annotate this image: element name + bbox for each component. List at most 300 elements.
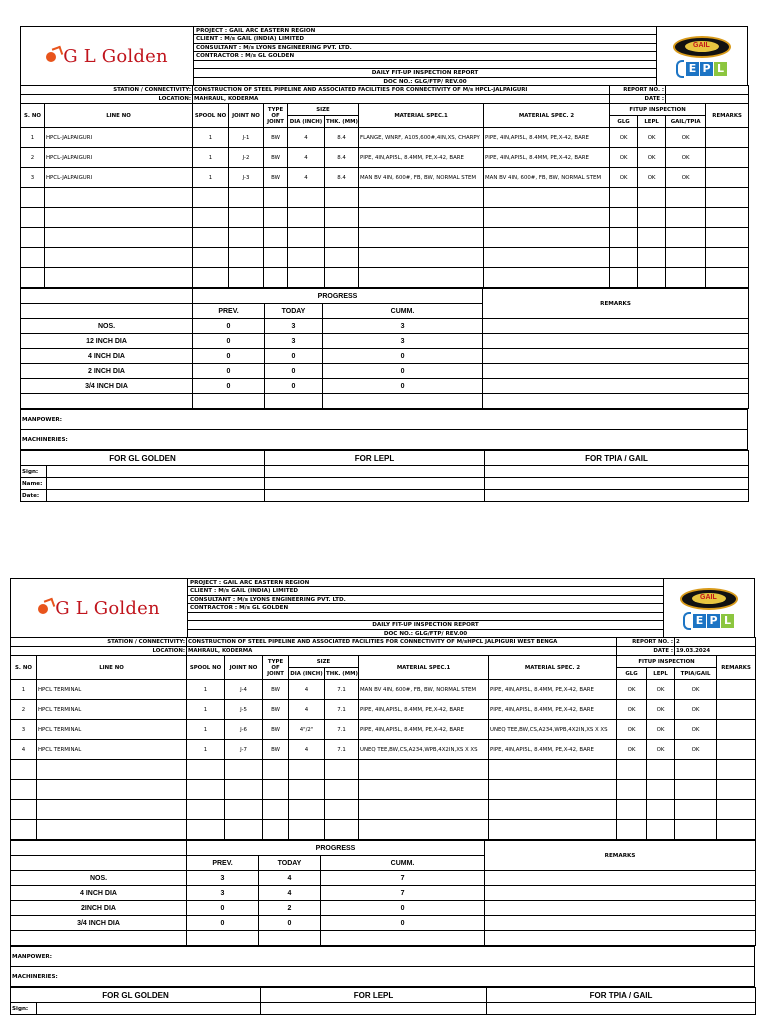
name-field[interactable]: [485, 478, 749, 490]
cell-dia: [289, 800, 325, 820]
cell-joint: J-3: [229, 168, 264, 188]
cell-thk: 7.1: [325, 740, 359, 760]
cell-sno: 1: [21, 128, 45, 148]
date-label: DATE :: [610, 95, 666, 104]
progress-prev: PREV.: [193, 304, 265, 319]
cell-tpia: [675, 780, 717, 800]
cell-joint: [229, 228, 264, 248]
cell-tpia: [675, 820, 717, 840]
cell-line: [45, 268, 193, 288]
cell-mat1: MAN BV 4IN, 600#, FB, BW, NORMAL STEM: [359, 168, 484, 188]
cell-spool: [193, 188, 229, 208]
cell-dia: [289, 820, 325, 840]
cell-dia: [288, 188, 325, 208]
col-thk: THK. (MM): [325, 116, 359, 128]
cell-mat1: [359, 268, 484, 288]
cell-lepl: [647, 760, 675, 780]
cell-thk: 8.4: [325, 128, 359, 148]
report-title: DAILY FIT-UP INSPECTION REPORT: [188, 621, 663, 629]
cell-sno: [21, 208, 45, 228]
cell-mat1: [359, 188, 484, 208]
progress-cumm: [321, 931, 485, 946]
resources-table: [10, 946, 755, 987]
table-row: [21, 148, 749, 168]
progress-row: [11, 901, 756, 916]
progress-row: [21, 334, 749, 349]
cell-mat2: PIPE, 4IN,API5L, 8.4MM, PE,X-42, BARE: [489, 700, 617, 720]
table-row: [21, 188, 749, 208]
cell-lepl: [638, 228, 666, 248]
cell-glg: OK: [617, 700, 647, 720]
cell-remarks: [706, 168, 749, 188]
cell-mat1: MAN BV 4IN, 600#, FB, BW, NORMAL STEM: [359, 680, 489, 700]
col-material-2: MATERIAL SPEC. 2: [484, 104, 610, 128]
sign-field[interactable]: [37, 1003, 261, 1015]
location-value: MAHRAUL, KODERMA: [187, 647, 617, 656]
sign-field[interactable]: [265, 466, 485, 478]
progress-prev: 0: [193, 319, 265, 334]
doc-number: DOC NO.: GLG/FTP/ REV.00: [383, 78, 467, 85]
col-material-1: MATERIAL SPEC.1: [359, 656, 489, 680]
cell-lepl: OK: [638, 128, 666, 148]
cell-mat2: PIPE, 4IN,API5L, 8.4MM, PE,X-42, BARE: [484, 128, 610, 148]
table-row: [21, 128, 749, 148]
cell-glg: [610, 268, 638, 288]
cell-glg: [617, 760, 647, 780]
cell-sno: [11, 820, 37, 840]
remarks-title: REMARKS: [485, 841, 756, 871]
cell-joint: J-1: [229, 128, 264, 148]
table-row: [11, 760, 756, 780]
cell-dia: 4: [289, 680, 325, 700]
cell-lepl: [638, 208, 666, 228]
progress-cumm: 0: [323, 349, 483, 364]
cell-spool: [193, 228, 229, 248]
progress-title: PROGRESS: [187, 841, 485, 856]
cell-tpia: OK: [675, 740, 717, 760]
for-tpia-label: FOR TPIA / GAIL: [487, 988, 756, 1003]
report-header: [20, 26, 748, 85]
station-label: STATION / CONNECTIVITY:: [21, 86, 193, 95]
cell-line: [37, 800, 187, 820]
progress-today: TODAY: [265, 304, 323, 319]
cell-type: [263, 780, 289, 800]
progress-label: 3/4 INCH DIA: [21, 379, 193, 394]
cell-mat2: [484, 268, 610, 288]
machineries-label: MACHINERIES:: [11, 967, 755, 987]
cell-glg: OK: [617, 680, 647, 700]
col-material-1: MATERIAL SPEC.1: [359, 104, 484, 128]
cell-remarks: [706, 228, 749, 248]
consultant-line: CONSULTANT : M/s LYONS ENGINEERING PVT. LTD.: [188, 596, 663, 604]
cell-type: [263, 760, 289, 780]
cell-tpia: OK: [666, 168, 706, 188]
cell-mat2: [484, 248, 610, 268]
cell-mat1: [359, 228, 484, 248]
progress-today: [259, 931, 321, 946]
cell-spool: 1: [193, 168, 229, 188]
cell-sno: [21, 228, 45, 248]
cell-tpia: [666, 248, 706, 268]
cell-glg: OK: [617, 740, 647, 760]
date-field[interactable]: [265, 490, 485, 502]
lepl-logo: E P L: [683, 613, 735, 629]
station-value: CONSTRUCTION OF STEEL PIPELINE AND ASSOCIATED FACILITIES FOR CONNECTIVITY OF M/s HPCL-JALPAIGURI: [193, 86, 610, 95]
progress-cumm: 3: [323, 334, 483, 349]
progress-cumm: CUMM.: [323, 304, 483, 319]
cell-type: BW: [264, 128, 288, 148]
cell-remarks: [717, 780, 756, 800]
cell-thk: 8.4: [325, 148, 359, 168]
col-material-2: MATERIAL SPEC. 2: [489, 656, 617, 680]
cell-dia: [288, 228, 325, 248]
col-size: SIZE: [289, 656, 359, 668]
cell-remarks: [706, 268, 749, 288]
date-value: 19.03.2024: [675, 647, 756, 656]
cell-type: [264, 248, 288, 268]
table-row: [11, 740, 756, 760]
progress-table: [10, 840, 756, 946]
cell-dia: 4: [289, 740, 325, 760]
name-field[interactable]: [265, 478, 485, 490]
progress-today: TODAY: [259, 856, 321, 871]
col-sno: S. NO: [21, 104, 45, 128]
gl-golden-logo: G L Golden: [11, 579, 188, 637]
cell-thk: [325, 820, 359, 840]
date-sign-label: Date:: [21, 490, 47, 502]
cell-joint: [225, 820, 263, 840]
manpower-label: MANPOWER:: [11, 947, 755, 967]
cell-mat2: UNEQ TEE,BW,CS,A234,WPB,4X2IN,XS X XS: [489, 720, 617, 740]
cell-joint: J-4: [225, 680, 263, 700]
report-title: DAILY FIT-UP INSPECTION REPORT: [194, 69, 656, 77]
cell-type: BW: [263, 720, 289, 740]
cell-remarks: [706, 248, 749, 268]
cell-remarks: [717, 740, 756, 760]
cell-lepl: [647, 800, 675, 820]
cell-thk: [325, 208, 359, 228]
cell-thk: 8.4: [325, 168, 359, 188]
cell-tpia: [666, 268, 706, 288]
cell-remarks: [717, 820, 756, 840]
manpower-label: MANPOWER:: [21, 410, 748, 430]
cell-thk: 7.1: [325, 720, 359, 740]
joint-table: [20, 85, 749, 288]
progress-row: [11, 931, 756, 946]
cell-sno: 3: [21, 168, 45, 188]
cell-mat2: [489, 760, 617, 780]
cell-line: HPCL TERMINAL: [37, 740, 187, 760]
cell-thk: [325, 760, 359, 780]
progress-today: 0: [265, 349, 323, 364]
date-field[interactable]: [47, 490, 265, 502]
date-field[interactable]: [485, 490, 749, 502]
cell-line: [37, 780, 187, 800]
cell-lepl: OK: [638, 168, 666, 188]
progress-cumm: 7: [321, 886, 485, 901]
progress-today: 0: [265, 379, 323, 394]
cell-spool: [193, 268, 229, 288]
cell-remarks: [706, 208, 749, 228]
cell-sno: 3: [11, 720, 37, 740]
cell-dia: 4"/2": [289, 720, 325, 740]
cell-spool: [187, 760, 225, 780]
cell-lepl: OK: [647, 700, 675, 720]
cell-mat2: [489, 800, 617, 820]
progress-label: 3/4 INCH DIA: [11, 916, 187, 931]
flame-icon: [46, 49, 60, 63]
report-sheet-1: [20, 26, 748, 502]
sign-label: Sign:: [11, 1003, 37, 1015]
client-line: CLIENT : M/s GAIL (INDIA) LIMITED: [194, 35, 656, 43]
progress-prev: [187, 931, 259, 946]
cell-mat2: [484, 188, 610, 208]
client-line: CLIENT : M/s GAIL (INDIA) LIMITED: [188, 587, 663, 595]
table-row: [11, 680, 756, 700]
cell-tpia: OK: [666, 128, 706, 148]
progress-row: [21, 319, 749, 334]
cell-line: [45, 188, 193, 208]
remarks-cell: [483, 379, 749, 394]
cell-spool: [187, 800, 225, 820]
progress-today: 2: [259, 901, 321, 916]
cell-mat2: [484, 208, 610, 228]
col-joint-no: JOINT NO: [229, 104, 264, 128]
cell-remarks: [717, 680, 756, 700]
cell-dia: [289, 760, 325, 780]
cell-mat1: FLANGE, WNRF, A105,600#,4IN,XS, CHARPY: [359, 128, 484, 148]
cell-dia: 4: [288, 168, 325, 188]
progress-row: [21, 379, 749, 394]
for-lepl-label: FOR LEPL: [261, 988, 487, 1003]
sign-field[interactable]: [485, 466, 749, 478]
progress-today: 4: [259, 886, 321, 901]
date-value: [666, 95, 749, 104]
cell-type: [263, 820, 289, 840]
progress-today: 0: [265, 364, 323, 379]
progress-today: 0: [259, 916, 321, 931]
remarks-cell: [485, 871, 756, 886]
cell-dia: [288, 248, 325, 268]
progress-prev: 0: [193, 364, 265, 379]
progress-prev: 3: [187, 886, 259, 901]
contractor-line: CONTRACTOR : M/s GL GOLDEN: [194, 52, 656, 60]
progress-label: NOS.: [21, 319, 193, 334]
cell-joint: [229, 268, 264, 288]
project-line: PROJECT : GAIL ARC EASTERN REGION: [194, 27, 656, 35]
progress-prev: PREV.: [187, 856, 259, 871]
progress-prev: 0: [187, 916, 259, 931]
cell-joint: J-2: [229, 148, 264, 168]
cell-mat1: PIPE, 4IN,API5L, 8.4MM, PE,X-42, BARE: [359, 148, 484, 168]
cell-type: BW: [263, 680, 289, 700]
progress-today: [265, 394, 323, 409]
project-line: PROJECT : GAIL ARC EASTERN REGION: [188, 579, 663, 587]
cell-type: [264, 188, 288, 208]
cell-thk: [325, 780, 359, 800]
cell-mat1: UNEQ TEE,BW,CS,A234,WPB,4X2IN,XS X XS: [359, 740, 489, 760]
lepl-logo: E P L: [676, 61, 728, 77]
progress-title: PROGRESS: [193, 289, 483, 304]
remarks-cell: [485, 886, 756, 901]
progress-table: [20, 288, 749, 409]
progress-row: [11, 886, 756, 901]
cell-glg: [610, 228, 638, 248]
name-label: Name:: [21, 478, 47, 490]
cell-mat1: [359, 800, 489, 820]
cell-sno: [21, 268, 45, 288]
col-line-no: LINE NO: [45, 104, 193, 128]
cell-mat2: [489, 780, 617, 800]
progress-row: [21, 364, 749, 379]
cell-glg: OK: [610, 128, 638, 148]
cell-tpia: OK: [675, 700, 717, 720]
cell-dia: [288, 208, 325, 228]
cell-line: HPCL-JALPAIGURI: [45, 148, 193, 168]
report-no-label: REPORT NO. :: [617, 638, 675, 647]
progress-prev: 3: [187, 871, 259, 886]
col-lepl: LEPL: [647, 668, 675, 680]
doc-number: DOC NO.: GLG/FTP/ REV.00: [383, 630, 468, 637]
signature-table: [20, 450, 749, 502]
table-row: [11, 800, 756, 820]
cell-joint: [225, 780, 263, 800]
table-row: [21, 268, 749, 288]
table-row: [11, 820, 756, 840]
report-sheet-2: [10, 578, 755, 1015]
sign-field[interactable]: [261, 1003, 487, 1015]
cell-type: [264, 228, 288, 248]
cell-spool: 1: [193, 128, 229, 148]
report-header: [10, 578, 755, 637]
signature-table: [10, 987, 756, 1015]
cell-glg: [617, 820, 647, 840]
cell-dia: 4: [288, 148, 325, 168]
cell-type: [264, 208, 288, 228]
remarks-cell: [485, 916, 756, 931]
progress-label: 4 INCH DIA: [21, 349, 193, 364]
table-row: [21, 208, 749, 228]
cell-lepl: [647, 820, 675, 840]
cell-line: HPCL TERMINAL: [37, 700, 187, 720]
cell-sno: [21, 248, 45, 268]
col-dia: DIA (INCH): [289, 668, 325, 680]
report-no-value: 2: [675, 638, 756, 647]
cell-spool: 1: [193, 148, 229, 168]
cell-thk: [325, 800, 359, 820]
cell-lepl: [638, 188, 666, 208]
cell-tpia: [666, 208, 706, 228]
cell-spool: 1: [187, 720, 225, 740]
cell-lepl: OK: [638, 148, 666, 168]
progress-label: [11, 931, 187, 946]
cell-type: BW: [264, 168, 288, 188]
progress-prev: [193, 394, 265, 409]
sign-field[interactable]: [487, 1003, 756, 1015]
progress-cumm: 3: [323, 319, 483, 334]
for-lepl-label: FOR LEPL: [265, 451, 485, 466]
cell-remarks: [706, 188, 749, 208]
progress-today: 3: [265, 319, 323, 334]
cell-line: HPCL-JALPAIGURI: [45, 128, 193, 148]
col-glg: GLG: [617, 668, 647, 680]
remarks-title: REMARKS: [483, 289, 749, 319]
col-fitup: FITUP INSPECTION: [617, 656, 717, 668]
cell-remarks: [717, 760, 756, 780]
resources-table: [20, 409, 748, 450]
cell-line: HPCL TERMINAL: [37, 720, 187, 740]
gl-golden-logo: G L Golden: [21, 27, 194, 85]
progress-cumm: 0: [323, 379, 483, 394]
sign-field[interactable]: [47, 466, 265, 478]
cell-spool: 1: [187, 700, 225, 720]
cell-remarks: [717, 720, 756, 740]
cell-line: [37, 760, 187, 780]
progress-label: 12 INCH DIA: [21, 334, 193, 349]
cell-mat2: MAN BV 4IN, 600#, FB, BW, NORMAL STEM: [484, 168, 610, 188]
table-row: [11, 720, 756, 740]
table-row: [21, 248, 749, 268]
cell-joint: J-7: [225, 740, 263, 760]
progress-prev: 0: [187, 901, 259, 916]
sign-label: Sign:: [21, 466, 47, 478]
location-value: MAHRAUL, KODERMA: [193, 95, 610, 104]
location-label: LOCATION:: [11, 647, 187, 656]
cell-joint: [225, 760, 263, 780]
cell-tpia: OK: [666, 148, 706, 168]
table-row: [21, 228, 749, 248]
cell-sno: [11, 760, 37, 780]
cell-lepl: OK: [647, 720, 675, 740]
cell-sno: [11, 780, 37, 800]
col-dia: DIA (INCH): [288, 116, 325, 128]
cell-lepl: OK: [647, 740, 675, 760]
progress-cumm: 0: [321, 916, 485, 931]
col-type-of-joint: TYPE OF JOINT: [264, 104, 288, 128]
progress-row: [11, 916, 756, 931]
cell-thk: 7.1: [325, 700, 359, 720]
col-tpia: TPIA/GAIL: [675, 668, 717, 680]
progress-today: 4: [259, 871, 321, 886]
col-joint-no: JOINT NO: [225, 656, 263, 680]
cell-glg: OK: [610, 148, 638, 168]
progress-prev: 0: [193, 334, 265, 349]
progress-today: 3: [265, 334, 323, 349]
cell-mat1: PIPE, 4IN,API5L, 8.4MM, PE,X-42, BARE: [359, 720, 489, 740]
cell-glg: [610, 248, 638, 268]
col-line-no: LINE NO: [37, 656, 187, 680]
cell-mat2: [489, 820, 617, 840]
progress-cumm: 7: [321, 871, 485, 886]
station-value: CONSTRUCTION OF STEEL PIPELINE AND ASSOCIATED FACILITIES FOR CONNECTIVITY OF M/sHPCL JALPIGURI WEST BENGA: [187, 638, 617, 647]
col-type-of-joint: TYPE OF JOINT: [263, 656, 289, 680]
progress-prev: 0: [193, 379, 265, 394]
cell-mat1: [359, 760, 489, 780]
cell-lepl: OK: [647, 680, 675, 700]
cell-spool: [187, 820, 225, 840]
name-field[interactable]: [47, 478, 265, 490]
col-remarks: REMARKS: [717, 656, 756, 680]
cell-type: BW: [263, 700, 289, 720]
cell-sno: 2: [21, 148, 45, 168]
table-row: [21, 168, 749, 188]
cell-dia: 4: [288, 128, 325, 148]
gail-logo: GAIL: [673, 36, 731, 58]
progress-label: [21, 394, 193, 409]
remarks-cell: [483, 334, 749, 349]
progress-label: 2INCH DIA: [11, 901, 187, 916]
cell-joint: [229, 208, 264, 228]
